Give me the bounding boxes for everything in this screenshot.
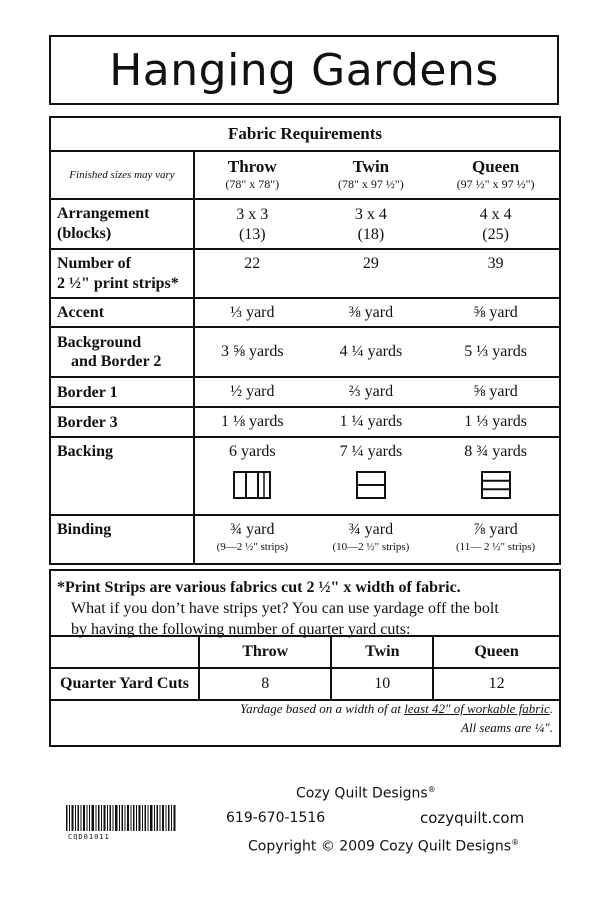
qy-value-twin: 10 <box>331 668 433 700</box>
phone-number: 619-670-1516 <box>226 810 326 826</box>
row-strips <box>50 249 560 298</box>
row-label-border3: Border 3 <box>50 407 194 437</box>
backing-diagram-throw <box>233 471 271 499</box>
cell-border3-twin: 1 ¼ yards <box>310 407 433 437</box>
cell-border1-twin: ⅔ yard <box>310 377 433 407</box>
backing-diagram-queen <box>481 471 511 499</box>
row-label-accent: Accent <box>50 298 194 327</box>
cell-arrangement-queen: 4 x 4 (25) <box>432 199 560 249</box>
row-label-arrangement: Arrangement (blocks) <box>50 199 194 249</box>
cell-backing-twin: 7 ¼ yards <box>310 437 433 515</box>
row-backing <box>50 437 560 515</box>
website-link[interactable]: cozyquilt.com <box>420 809 525 827</box>
cell-border3-throw: 1 ⅛ yards <box>194 407 310 437</box>
quarter-yard-table <box>51 635 559 701</box>
pattern-title: Hanging Gardens <box>109 44 499 96</box>
cell-binding-queen: ⅞ yard (11— 2 ½" strips) <box>432 515 560 564</box>
finished-sizes-note: Finished sizes may vary <box>50 151 194 199</box>
copyright-notice: Copyright © 2009 Cozy Quilt Designs® <box>248 838 520 855</box>
title-box <box>49 35 559 105</box>
brand-name: Cozy Quilt Designs® <box>296 785 436 802</box>
qy-value-queen: 12 <box>433 668 559 700</box>
barcode-number: CQD01011 <box>68 833 110 841</box>
size-queen: Queen (97 ½" x 97 ½") <box>432 151 560 199</box>
cell-background-throw: 3 ⅝ yards <box>194 327 310 377</box>
print-strips-note <box>57 577 499 640</box>
row-label-binding: Binding <box>50 515 194 564</box>
print-strips-line3: by having the following number of quarter yard cuts: <box>71 621 411 638</box>
print-strips-line1: *Print Strips are various fabrics cut 2 ½" x width of fabric. <box>57 579 461 596</box>
cell-binding-throw: ¾ yard (9—2 ½" strips) <box>194 515 310 564</box>
row-background <box>50 327 560 377</box>
row-label-backing: Backing <box>50 437 194 515</box>
cell-strips-throw: 22 <box>194 249 310 298</box>
row-border1 <box>50 377 560 407</box>
quarter-yard-label: Quarter Yard Cuts <box>51 668 199 700</box>
row-binding <box>50 515 560 564</box>
print-strips-line2: What if you don’t have strips yet? You can use yardage off the bolt <box>71 600 499 617</box>
qy-header-queen: Queen <box>433 636 559 668</box>
qy-header-throw: Throw <box>199 636 331 668</box>
cell-binding-twin: ¾ yard (10—2 ½" strips) <box>310 515 433 564</box>
print-strips-box <box>49 569 561 747</box>
cell-border1-throw: ½ yard <box>194 377 310 407</box>
row-label-strips: Number of 2 ½" print strips* <box>50 249 194 298</box>
qy-header-twin: Twin <box>331 636 433 668</box>
cell-border1-queen: ⅝ yard <box>432 377 560 407</box>
quarter-yard-blank-header <box>51 636 199 668</box>
barcode <box>66 805 176 831</box>
cell-strips-twin: 29 <box>310 249 433 298</box>
row-arrangement <box>50 199 560 249</box>
cell-border3-queen: 1 ⅓ yards <box>432 407 560 437</box>
cell-arrangement-twin: 3 x 4 (18) <box>310 199 433 249</box>
cell-backing-throw: 6 yards <box>194 437 310 515</box>
yardage-note: Yardage based on a width of at least 42" of workable fabric. All seams are ¼". <box>240 701 553 735</box>
row-border3 <box>50 407 560 437</box>
fabric-requirements-heading: Fabric Requirements <box>50 117 560 151</box>
cell-background-queen: 5 ⅓ yards <box>432 327 560 377</box>
cell-backing-queen: 8 ¾ yards <box>432 437 560 515</box>
cell-arrangement-throw: 3 x 3 (13) <box>194 199 310 249</box>
size-twin: Twin (78" x 97 ½") <box>310 151 433 199</box>
backing-diagram-twin <box>356 471 386 499</box>
cell-strips-queen: 39 <box>432 249 560 298</box>
cell-background-twin: 4 ¼ yards <box>310 327 433 377</box>
qy-value-throw: 8 <box>199 668 331 700</box>
cell-accent-queen: ⅝ yard <box>432 298 560 327</box>
size-throw: Throw (78" x 78") <box>194 151 310 199</box>
cell-accent-throw: ⅓ yard <box>194 298 310 327</box>
fabric-requirements-table <box>49 116 561 565</box>
cell-accent-twin: ⅜ yard <box>310 298 433 327</box>
row-accent <box>50 298 560 327</box>
row-label-border1: Border 1 <box>50 377 194 407</box>
row-label-background: Background and Border 2 <box>50 327 194 377</box>
